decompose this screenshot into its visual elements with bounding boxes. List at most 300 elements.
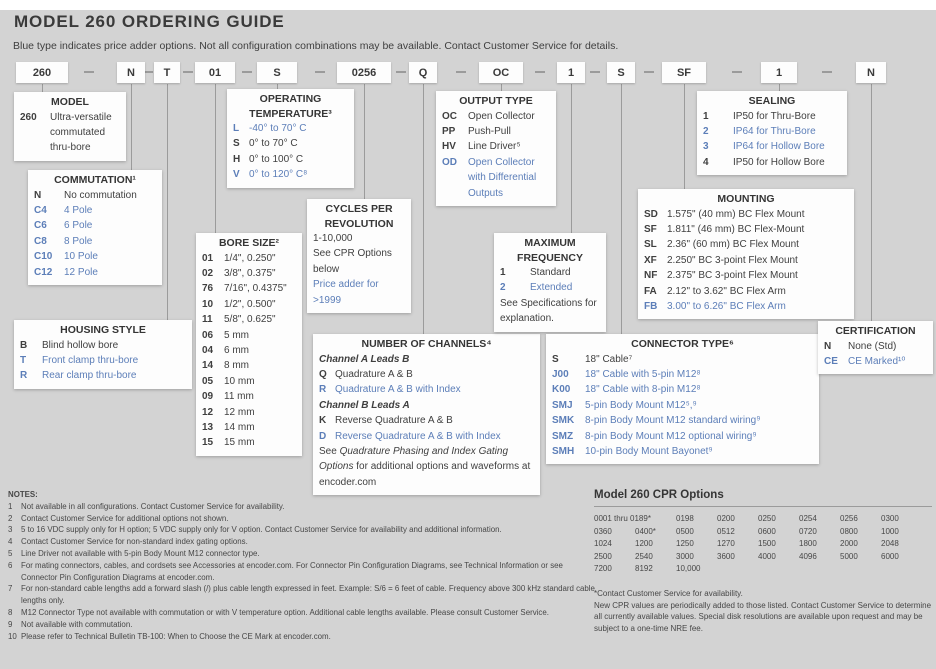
note-number: 4 xyxy=(8,537,13,547)
option-desc: 10 Pole xyxy=(64,251,98,263)
option-desc: Rear clamp thru-bore xyxy=(42,370,137,382)
box-title: MAXIMUM FREQUENCY xyxy=(517,237,583,264)
dash-separator xyxy=(456,71,466,73)
dash-separator xyxy=(84,71,94,73)
cpr-value: 0512 xyxy=(717,526,735,536)
option-desc: 1/2", 0.500" xyxy=(224,298,276,310)
note-text: 5 to 16 VDC supply only for H option; 5 VDC supply only for V option. Contact Customer Service for availability and additional information. xyxy=(21,525,502,535)
option-desc: 18" Cable with 8-pin M12⁸ xyxy=(585,384,701,396)
option-code: OD xyxy=(442,156,457,168)
option-desc: 1.811" (46 mm) BC Flex-Mount xyxy=(667,223,805,235)
option-row xyxy=(644,268,848,283)
option-row xyxy=(202,435,296,450)
note-text: Not available in all configurations. Contact Customer Service for availability. xyxy=(21,501,285,511)
option-desc: None (Std) xyxy=(848,340,897,352)
part-code-temperature: S xyxy=(257,62,297,83)
option-row xyxy=(202,358,296,373)
option-row xyxy=(703,124,841,139)
note-number: 3 xyxy=(8,525,13,535)
note-text: Contact Customer Service for non-standard index gating options. xyxy=(21,537,248,547)
option-row xyxy=(552,444,813,459)
option-desc: 6 Pole xyxy=(64,220,93,232)
option-row xyxy=(20,353,186,368)
option-row xyxy=(233,152,348,167)
option-row xyxy=(202,266,296,281)
option-desc: Ultra-versatile commutated thru-bore xyxy=(50,111,112,154)
option-code: C10 xyxy=(34,251,53,263)
option-row xyxy=(319,429,534,444)
option-row xyxy=(644,207,848,222)
option-code: 15 xyxy=(202,437,214,449)
part-code-sealing: 1 xyxy=(761,62,797,83)
part-code-bore: 01 xyxy=(195,62,235,83)
note-text: Contact Customer Service for additional options not shown. xyxy=(21,513,229,523)
option-code: OC xyxy=(442,110,457,122)
cpr-value: 0254 xyxy=(799,514,817,523)
option-desc: 6 mm xyxy=(224,344,249,356)
option-desc: 12 Pole xyxy=(64,266,98,278)
sealing-box xyxy=(697,91,847,175)
option-row xyxy=(703,109,841,124)
cpr-value: 3000 xyxy=(676,551,694,561)
option-code: FA xyxy=(644,285,657,297)
dash-separator xyxy=(644,71,654,73)
option-row xyxy=(500,296,600,327)
cpr-value: 10,000 xyxy=(676,564,701,574)
box-title: NUMBER OF CHANNELS⁴ xyxy=(361,338,492,350)
option-code: T xyxy=(20,354,27,366)
option-desc: 8-pin Body Mount M12 optional wiring⁹ xyxy=(585,430,757,442)
option-row xyxy=(202,297,296,312)
option-desc: 10-pin Body Mount Bayonet⁹ xyxy=(585,445,713,457)
dash-separator xyxy=(242,71,252,73)
option-desc: 15 mm xyxy=(224,437,255,449)
option-code: 05 xyxy=(202,375,214,387)
option-desc: IP64 for Thru-Bore xyxy=(733,125,816,137)
option-desc: Reverse Quadrature A & B xyxy=(335,415,453,427)
note-item xyxy=(8,560,600,584)
option-desc: Channel B Leads A xyxy=(319,399,410,411)
option-row xyxy=(202,251,296,266)
box-rows xyxy=(552,352,813,460)
mounting-box xyxy=(638,189,854,319)
option-code: PP xyxy=(442,125,456,137)
option-row xyxy=(34,218,156,233)
connector-line xyxy=(42,84,43,92)
option-row xyxy=(202,420,296,435)
connector-line xyxy=(871,84,872,321)
box-rows xyxy=(20,338,186,384)
connector-line xyxy=(501,84,502,91)
connector-line xyxy=(215,84,216,233)
cpr-value: 0600 xyxy=(758,526,776,536)
option-code: J00 xyxy=(552,368,569,380)
notes-heading: NOTES: xyxy=(8,490,38,499)
option-row xyxy=(202,343,296,358)
option-desc: 3.00" to 6.26" BC Flex Arm xyxy=(667,300,786,312)
cpr-value: 2540 xyxy=(635,551,653,561)
option-desc: 11 mm xyxy=(224,391,254,403)
cpr-value: 0001 thru 0189* xyxy=(594,514,651,523)
option-desc: 8 Pole xyxy=(64,235,93,247)
option-code: 11 xyxy=(202,314,213,326)
option-desc: Extended xyxy=(530,282,573,294)
option-row xyxy=(703,155,841,170)
cpr-value: 1250 xyxy=(676,539,694,549)
option-desc: IP50 for Thru-Bore xyxy=(733,110,816,122)
part-code-commutation: N xyxy=(117,62,145,83)
option-desc: 2.12" to 3.62" BC Flex Arm xyxy=(667,285,786,297)
cpr-footnotes xyxy=(594,588,932,634)
note-item xyxy=(8,513,600,525)
cpr-value: 0800 xyxy=(840,526,858,536)
option-code: 2 xyxy=(703,125,709,137)
connector-line xyxy=(779,84,780,91)
option-desc: 0° to 70° C xyxy=(249,138,298,150)
option-code: 3 xyxy=(703,141,709,153)
note-item xyxy=(8,524,600,536)
box-title: MODEL xyxy=(51,96,89,108)
box-title: OPERATING TEMPERATURE³ xyxy=(249,93,332,120)
option-row xyxy=(233,167,348,182)
channels-note-italic: Quadrature Phasing and Index Gating Options xyxy=(319,445,509,473)
bore-size-box xyxy=(196,233,302,456)
connector-line xyxy=(684,84,685,189)
maximum-frequency-box xyxy=(494,233,606,332)
box-rows xyxy=(313,231,405,308)
option-row xyxy=(552,413,813,428)
option-row xyxy=(644,253,848,268)
option-row xyxy=(34,234,156,249)
option-code: 12 xyxy=(202,406,214,418)
cpr-table xyxy=(594,513,932,576)
cpr-value: 0200 xyxy=(717,514,735,523)
option-code: FB xyxy=(644,300,658,312)
option-code: 01 xyxy=(202,252,214,264)
dash-separator xyxy=(183,71,193,73)
note-number: 7 xyxy=(8,584,13,594)
option-row xyxy=(442,155,550,201)
option-row xyxy=(313,277,405,308)
cpr-row xyxy=(594,563,932,576)
option-desc: Quadrature A & B xyxy=(335,368,413,380)
option-code: SMK xyxy=(552,415,575,427)
dash-separator xyxy=(315,71,325,73)
cpr-row xyxy=(594,513,932,526)
option-row xyxy=(233,136,348,151)
option-code: S xyxy=(233,138,240,150)
option-row xyxy=(644,284,848,299)
option-row xyxy=(202,405,296,420)
note-number: 10 xyxy=(8,631,17,641)
option-code: HV xyxy=(442,141,456,153)
channels-note xyxy=(319,444,534,490)
connector-line xyxy=(167,84,168,320)
option-row xyxy=(552,429,813,444)
option-code: SD xyxy=(644,208,658,220)
cpr-value: 2500 xyxy=(594,551,612,561)
option-desc: CE Marked¹⁰ xyxy=(848,355,906,367)
option-code: 14 xyxy=(202,360,214,372)
cpr-value: 0300 xyxy=(881,514,899,523)
option-code: 09 xyxy=(202,391,214,403)
option-desc: Blind hollow bore xyxy=(42,339,119,351)
option-desc: 7/16", 0.4375" xyxy=(224,283,287,295)
note-text: Not available with commutation. xyxy=(21,619,133,629)
option-code: N xyxy=(824,340,832,352)
note-item xyxy=(8,583,600,607)
option-desc: 0° to 100° C xyxy=(249,153,304,165)
connector-line xyxy=(364,84,365,199)
option-row xyxy=(319,382,534,397)
part-code-channels: Q xyxy=(409,62,437,83)
operating-temperature-box xyxy=(227,89,354,188)
box-rows xyxy=(442,109,550,201)
option-row xyxy=(202,374,296,389)
part-code-model: 260 xyxy=(16,62,68,83)
option-desc: Push-Pull xyxy=(468,125,511,137)
option-desc: Front clamp thru-bore xyxy=(42,354,139,366)
option-code: R xyxy=(20,370,28,382)
option-code: 76 xyxy=(202,283,214,295)
option-desc: 10 mm xyxy=(224,375,255,387)
output-type-box xyxy=(436,91,556,206)
cpr-value: 1800 xyxy=(799,539,817,549)
box-title: CYCLES PER REVOLUTION xyxy=(324,203,394,230)
dash-separator xyxy=(535,71,545,73)
option-desc: IP64 for Hollow Bore xyxy=(733,141,825,153)
cpr-value: 4096 xyxy=(799,551,817,561)
option-desc: 12 mm xyxy=(224,406,255,418)
dash-separator xyxy=(396,71,406,73)
box-rows xyxy=(34,188,156,280)
option-code: 13 xyxy=(202,421,214,433)
box-title: MOUNTING xyxy=(717,193,775,205)
option-desc: 4 Pole xyxy=(64,204,93,216)
option-code: CE xyxy=(824,355,838,367)
cpr-note: New CPR values are periodically added to those listed. Contact Customer Service to determine all currently available values. Special disk resolutions are available upon request and may be subject to a one-time NRE fee. xyxy=(594,600,932,633)
option-desc: IP50 for Hollow Bore xyxy=(733,156,825,168)
option-code: R xyxy=(319,384,327,396)
cpr-value: 1000 xyxy=(881,526,899,536)
option-code: 1 xyxy=(703,110,709,122)
option-desc: Line Driver⁵ xyxy=(468,141,521,153)
cpr-title: Model 260 CPR Options xyxy=(594,489,724,501)
option-code: B xyxy=(20,339,28,351)
box-rows xyxy=(824,339,927,370)
part-code-certification: N xyxy=(856,62,886,83)
option-row xyxy=(824,354,927,369)
cpr-value: 0400* xyxy=(635,526,656,536)
option-row xyxy=(313,231,405,246)
option-desc: Standard xyxy=(530,267,571,278)
option-code: V xyxy=(233,169,240,181)
option-code: C12 xyxy=(34,266,53,278)
option-row xyxy=(500,280,600,295)
cpr-value: 0250 xyxy=(758,514,776,523)
cpr-value: 1024 xyxy=(594,539,612,549)
cpr-value: 1500 xyxy=(758,539,776,549)
cpr-value: 0198 xyxy=(676,514,694,523)
option-row xyxy=(202,281,296,296)
option-desc: 5-pin Body Mount M12⁵,⁹ xyxy=(585,399,697,411)
option-row xyxy=(20,338,186,353)
note-item xyxy=(8,501,600,513)
part-code-mounting: SF xyxy=(662,62,706,83)
cpr-value: 6000 xyxy=(881,551,899,561)
part-code-connector: S xyxy=(607,62,635,83)
cpr-value: 8192 xyxy=(635,564,653,574)
option-code: D xyxy=(319,430,327,442)
option-desc: See CPR Options below xyxy=(313,248,392,275)
cpr-value: 0500 xyxy=(676,526,694,536)
box-title: COMMUTATION¹ xyxy=(54,174,136,186)
note-item xyxy=(8,607,600,619)
option-desc: 1.575" (40 mm) BC Flex Mount xyxy=(667,208,805,220)
option-code: C6 xyxy=(34,220,47,232)
note-number: 6 xyxy=(8,560,13,570)
box-rows xyxy=(703,109,841,171)
option-code: SMJ xyxy=(552,399,573,411)
channels-note-pre: See xyxy=(319,445,340,457)
note-text: Line Driver not available with 5-pin Body Mount M12 connector type. xyxy=(21,548,260,558)
option-row xyxy=(202,389,296,404)
option-desc: 18" Cable⁷ xyxy=(585,353,633,365)
box-title: SEALING xyxy=(748,95,796,107)
option-row xyxy=(824,339,927,354)
note-text: For mating connectors, cables, and cordsets see Accessories at encoder.com. For Connector Pin Configuration Diagrams, see Technical Information or see Connector Pin Configuration Diagrams at encoder.com. xyxy=(21,560,563,582)
option-row xyxy=(703,139,841,154)
cpr-value: 0360 xyxy=(594,526,612,536)
dash-separator xyxy=(590,71,600,73)
page-title: MODEL 260 ORDERING GUIDE xyxy=(14,12,285,31)
option-desc: 8 mm xyxy=(224,360,249,372)
number-of-channels-box xyxy=(313,334,540,495)
option-code: K xyxy=(319,415,327,427)
cpr-value: 3600 xyxy=(717,551,735,561)
option-row xyxy=(34,249,156,264)
note-item xyxy=(8,536,600,548)
option-row xyxy=(644,222,848,237)
option-row xyxy=(34,188,156,203)
cpr-row xyxy=(594,526,932,539)
note-text: For non-standard cable lengths add a forward slash (/) plus cable length expressed in feet. Example: S/6 = 6 feet of cable. Frequency above 300 kHz standard cable lengths only. xyxy=(21,584,595,606)
box-title: CONNECTOR TYPE⁶ xyxy=(631,338,734,350)
option-desc: 5 mm xyxy=(224,329,249,341)
housing-style-box xyxy=(14,320,192,389)
option-code: 02 xyxy=(202,267,214,279)
cpr-value: 5000 xyxy=(840,551,858,561)
option-code: 06 xyxy=(202,329,214,341)
cycles-per-revolution-box xyxy=(307,199,411,313)
option-row xyxy=(313,246,405,277)
model-box xyxy=(14,92,126,161)
option-row xyxy=(500,265,600,280)
option-code: H xyxy=(233,153,241,165)
note-text: Please refer to Technical Bulletin TB-100: When to Choose the CE Mark at encoder.com. xyxy=(21,631,331,641)
connector-line xyxy=(131,84,132,170)
option-row xyxy=(442,124,550,139)
note-text: M12 Connector Type not available with commutation or with V temperature option. Additional cable lengths available. Please consult Customer Service. xyxy=(21,607,549,617)
cpr-value: 1270 xyxy=(717,539,735,549)
note-number: 5 xyxy=(8,548,13,558)
note-item xyxy=(8,548,600,560)
option-row xyxy=(319,413,534,428)
cpr-row xyxy=(594,538,932,551)
option-desc: -40° to 70° C xyxy=(249,123,307,134)
cpr-value: 2000 xyxy=(840,539,858,549)
option-desc: Channel A Leads B xyxy=(319,353,410,365)
option-row xyxy=(20,368,186,383)
connector-line xyxy=(423,84,424,334)
option-desc: Quadrature A & B with Index xyxy=(335,384,461,396)
option-code: 260 xyxy=(20,111,37,123)
option-code: NF xyxy=(644,270,658,282)
page-subtitle: Blue type indicates price adder options. Not all configuration combinations may be available. Contact Customer Service for details. xyxy=(13,40,619,52)
option-code: L xyxy=(233,123,240,134)
option-code: C4 xyxy=(34,204,47,216)
option-row xyxy=(34,265,156,280)
box-title: OUTPUT TYPE xyxy=(459,95,533,107)
option-desc: 2.375" BC 3-point Flex Mount xyxy=(667,270,798,282)
note-number: 2 xyxy=(8,513,13,523)
option-desc: Price adder for >1999 xyxy=(313,279,379,306)
option-row xyxy=(202,328,296,343)
part-code-output: OC xyxy=(479,62,523,83)
note-number: 8 xyxy=(8,607,13,617)
connector-type-box xyxy=(546,334,819,464)
notes-section xyxy=(8,489,600,642)
option-desc: Open Collector with Differential Outputs xyxy=(468,156,537,199)
option-desc: 0° to 120° C⁸ xyxy=(249,169,308,181)
channels-note-post: for additional options and waveforms at encoder.com xyxy=(319,461,531,488)
box-rows xyxy=(202,251,296,451)
option-code: 4 xyxy=(703,156,709,168)
option-group-heading xyxy=(319,398,534,413)
box-title: BORE SIZE² xyxy=(218,237,280,249)
option-code: SF xyxy=(644,223,657,235)
option-desc: 8-pin Body Mount M12 standard wiring⁹ xyxy=(585,415,761,427)
option-desc: Open Collector xyxy=(468,110,535,122)
note-item xyxy=(8,619,600,631)
top-margin-strip xyxy=(0,0,936,10)
option-code: S xyxy=(552,353,559,365)
option-desc: Reverse Quadrature A & B with Index xyxy=(335,430,501,442)
box-rows xyxy=(20,110,120,156)
box-rows xyxy=(500,265,600,327)
part-code-frequency: 1 xyxy=(557,62,585,83)
option-code: 10 xyxy=(202,298,214,310)
option-row xyxy=(552,367,813,382)
box-rows xyxy=(319,352,534,444)
option-code: Q xyxy=(319,368,327,380)
option-desc: 3/8", 0.375" xyxy=(224,267,276,279)
note-item xyxy=(8,631,600,643)
dash-separator xyxy=(732,71,742,73)
option-desc: 1-10,000 xyxy=(313,233,353,244)
cpr-options-section xyxy=(594,489,932,634)
option-desc: 14 mm xyxy=(224,421,255,433)
connector-line xyxy=(571,84,572,233)
option-desc: 5/8", 0.625" xyxy=(224,314,276,326)
option-row xyxy=(552,352,813,367)
cpr-value: 4000 xyxy=(758,551,776,561)
option-desc: See Specifications for explanation. xyxy=(500,297,597,325)
cpr-value: 1200 xyxy=(635,539,653,549)
option-row xyxy=(233,121,348,136)
option-row xyxy=(319,367,534,382)
cpr-value: 0256 xyxy=(840,514,858,523)
